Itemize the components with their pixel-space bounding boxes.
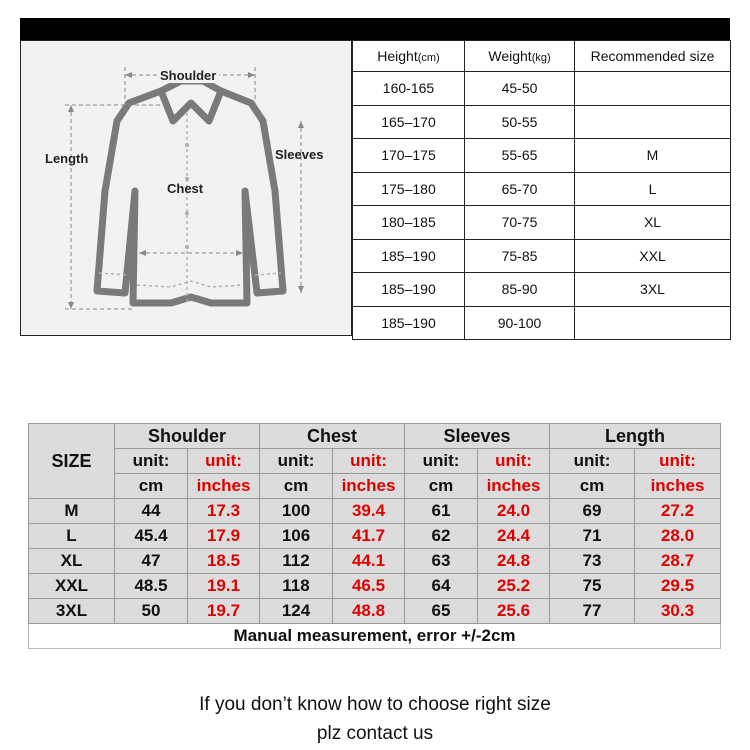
contact-line-2: plz contact us <box>316 723 434 744</box>
height-weight-table <box>352 40 731 340</box>
length-label: Length <box>45 151 89 166</box>
table-row: M 44 17.3 100 39.4 61 24.0 69 27.2 <box>29 499 721 524</box>
size-measurement-table <box>28 423 721 649</box>
height-header: Height(cm) <box>353 41 465 72</box>
table-row: L 45.4 17.9 106 41.7 62 24.4 71 28.0 <box>29 524 721 549</box>
length-header: Length <box>550 424 721 449</box>
table-row: 185–190 75-85 XXL <box>353 239 731 273</box>
table-row: 185–190 85-90 3XL <box>353 273 731 307</box>
chest-label: Chest <box>167 181 204 196</box>
table-row: 165–170 50-55 <box>353 105 731 139</box>
shoulder-header: Shoulder <box>115 424 260 449</box>
table-row: 3XL 50 19.7 124 48.8 65 25.6 77 30.3 <box>29 599 721 624</box>
unit-row: cm inches cm inches cm inches cm inches <box>29 474 721 499</box>
shoulder-label: Shoulder <box>157 68 219 83</box>
table-row: 180–185 70-75 XL <box>353 206 731 240</box>
shirt-diagram <box>20 40 352 336</box>
contact-line-1: If you don’t know how to choose right size <box>199 694 551 715</box>
recommended-size-header: Recommended size <box>575 41 731 72</box>
chest-header: Chest <box>260 424 405 449</box>
table-row: XL 47 18.5 112 44.1 63 24.8 73 28.7 <box>29 549 721 574</box>
sleeves-header: Sleeves <box>405 424 550 449</box>
table-header-row <box>353 41 731 72</box>
measurement-note: Manual measurement, error +/-2cm <box>29 624 721 649</box>
table-row: XXL 48.5 19.1 118 46.5 64 25.2 75 29.5 <box>29 574 721 599</box>
sleeves-label: Sleeves <box>275 147 324 162</box>
group-header-row <box>29 424 721 449</box>
table-row: 170–175 55-65 M <box>353 139 731 173</box>
weight-header: Weight(kg) <box>465 41 575 72</box>
unit-row: unit: unit: unit: unit: unit: unit: unit: unit: <box>29 449 721 474</box>
note-row <box>29 624 721 649</box>
size-header: SIZE <box>29 424 115 499</box>
table-row: 175–180 65-70 L <box>353 172 731 206</box>
top-black-bar <box>20 18 730 40</box>
table-row: 160-165 45-50 <box>353 72 731 106</box>
table-row: 185–190 90-100 <box>353 306 731 340</box>
